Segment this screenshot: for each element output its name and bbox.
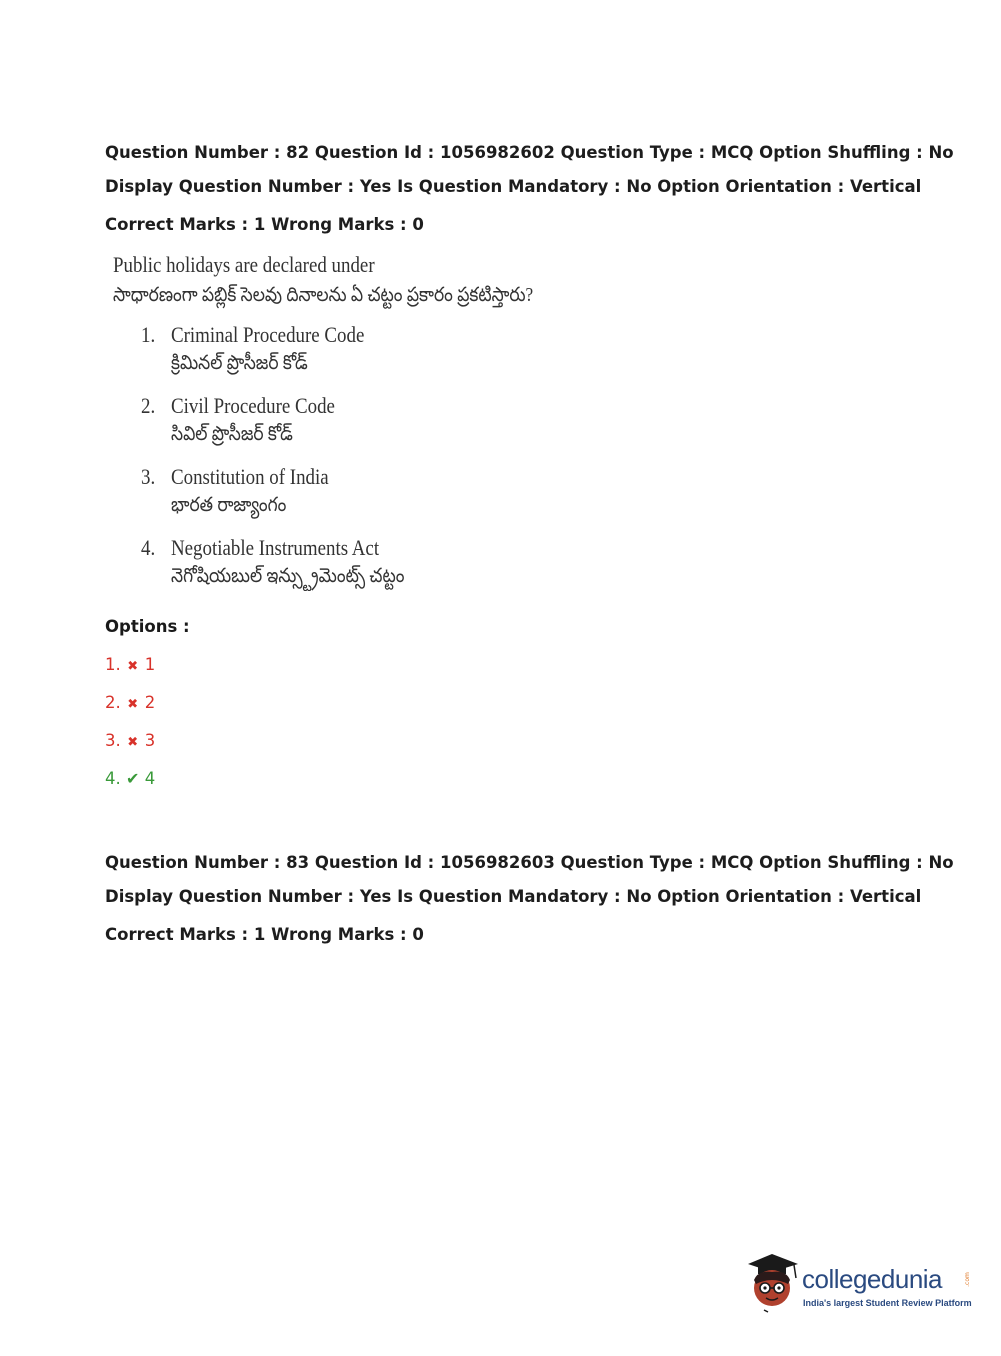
q83-marks-line: Correct Marks : 1 Wrong Marks : 0 <box>105 925 424 944</box>
choice-text-te: సివిల్ ప్రొసీజర్ కోడ్ <box>171 423 293 445</box>
logo-suffix: .com <box>963 1272 971 1287</box>
choice-text-te: క్రిమినల్ ప్రొసీజర్ కోడ్ <box>171 352 308 374</box>
answer-value: 1 <box>144 655 156 674</box>
question-image <box>113 250 602 587</box>
choice-number: 1. <box>141 322 156 347</box>
answer-index: 1. <box>105 655 121 674</box>
q82-meta-line-1: Question Number : 82 Question Id : 1056982602 Question Type : MCQ Option Shuffling : No <box>105 143 954 162</box>
answer-option <box>105 731 155 750</box>
q82-marks-line: Correct Marks : 1 Wrong Marks : 0 <box>105 215 424 234</box>
answer-value: 2 <box>144 693 156 712</box>
choice-number: 2. <box>141 393 156 418</box>
mascot-icon <box>742 1250 800 1316</box>
cross-icon: ✖ <box>127 697 139 712</box>
collegedunia-logo <box>742 1250 972 1316</box>
question-text-te: సాధారణంగా పబ్లిక్ సెలవు దినాలను ఏ చట్టం ప్రకారం ప్రకటిస్తారు? <box>113 284 534 306</box>
choice-number: 3. <box>141 464 156 489</box>
answer-option <box>105 655 155 674</box>
logo-tagline: India's largest Student Review Platform <box>803 1298 972 1308</box>
q83-meta-line-2: Display Question Number : Yes Is Question Mandatory : No Option Orientation : Vertical <box>105 887 922 906</box>
choice-text-en: Criminal Procedure Code <box>171 322 365 347</box>
choice-text-en: Constitution of India <box>171 464 329 489</box>
answer-index: 2. <box>105 693 121 712</box>
choice-text-te: నెగోషియబుల్ ఇన్స్ట్రుమెంట్స్ చట్టం <box>171 565 405 587</box>
cross-icon: ✖ <box>127 735 139 750</box>
q83-meta-line-1: Question Number : 83 Question Id : 1056982603 Question Type : MCQ Option Shuffling : No <box>105 853 954 872</box>
choice-text-te: భారత రాజ్యాంగం <box>171 494 287 516</box>
answer-value: 4 <box>144 769 156 788</box>
check-icon: ✔ <box>126 769 140 788</box>
logo-wordmark: collegedunia <box>802 1264 943 1294</box>
answer-value: 3 <box>144 731 156 750</box>
answer-option <box>105 693 155 712</box>
choice-text-en: Negotiable Instruments Act <box>171 535 380 560</box>
answer-index: 4. <box>105 769 121 788</box>
choice-number: 4. <box>141 535 156 560</box>
question-text-en: Public holidays are declared under <box>113 252 375 277</box>
cross-icon: ✖ <box>127 659 139 674</box>
q82-meta-line-2: Display Question Number : Yes Is Question Mandatory : No Option Orientation : Vertical <box>105 177 922 196</box>
answer-option-correct <box>105 769 155 788</box>
answer-index: 3. <box>105 731 121 750</box>
choice-text-en: Civil Procedure Code <box>171 393 335 418</box>
options-label: Options : <box>105 617 190 636</box>
